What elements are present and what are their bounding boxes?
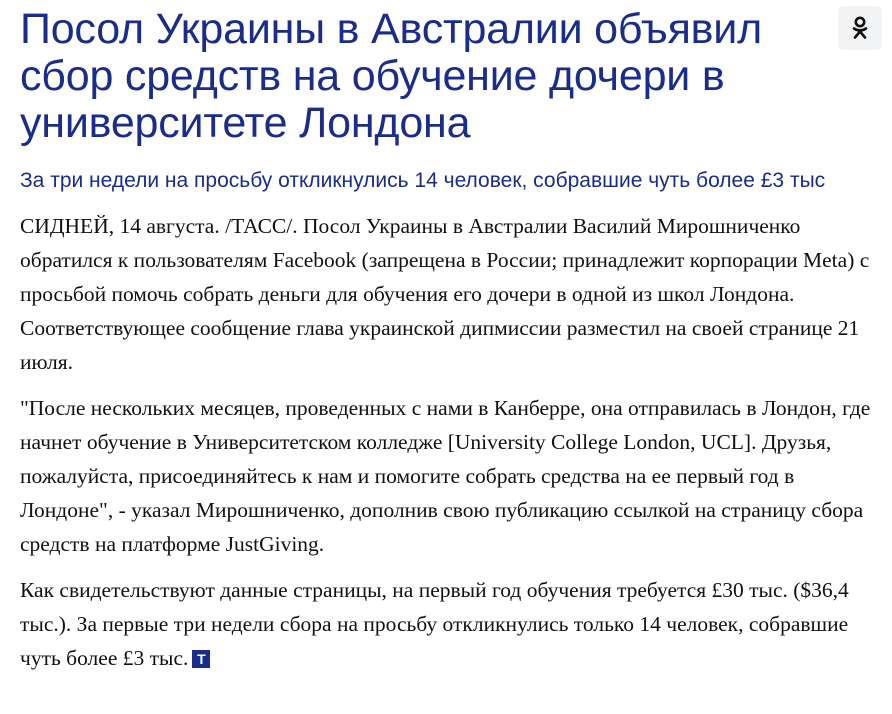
article-body: [20, 209, 880, 675]
tass-end-mark-icon: Т: [192, 650, 210, 668]
article-paragraph: "После нескольких месяцев, проведенных с нами в Канберре, она отправилась в Лондон, где начнет обучение в Университетском колледже [University College London, UCL]. Друзья, пожалуйста, присоединяйтесь к нам и помогите собрать средства на ее первый год в Лондоне", - указал Мирошниченко, дополнив свою публикацию ссылкой на страницу сбора средств на платформе JustGiving.: [20, 396, 871, 556]
article-paragraph: СИДНЕЙ, 14 августа. /ТАСС/. Посол Украины в Австралии Василий Мирошниченко обратился к пользователям Facebook (запрещена в России; принадлежит корпорации Meta) с просьбой помочь собрать деньги для обучения его дочери в одной из школ Лондона. Соответствующее сообщение глава украинской дипмиссии разместил на своей странице 21 июля.: [20, 214, 870, 374]
article-lead: За три недели на просьбу откликнулись 14 человек, собравшие чуть более £3 тыс: [20, 169, 826, 192]
article-paragraph: [20, 573, 880, 675]
article-headline: Посол Украины в Австралии объявил сбор средств на обучение дочери в университете Лондона: [20, 5, 763, 147]
article-paragraph-text: Как свидетельствуют данные страницы, на первый год обучения требуется £30 тыс. ($36,4 тыс.). За первые три недели сбора на просьбу откликнулись только 14 человек, собравшие чуть более £3 тыс.: [20, 578, 849, 670]
article: [20, 0, 876, 687]
